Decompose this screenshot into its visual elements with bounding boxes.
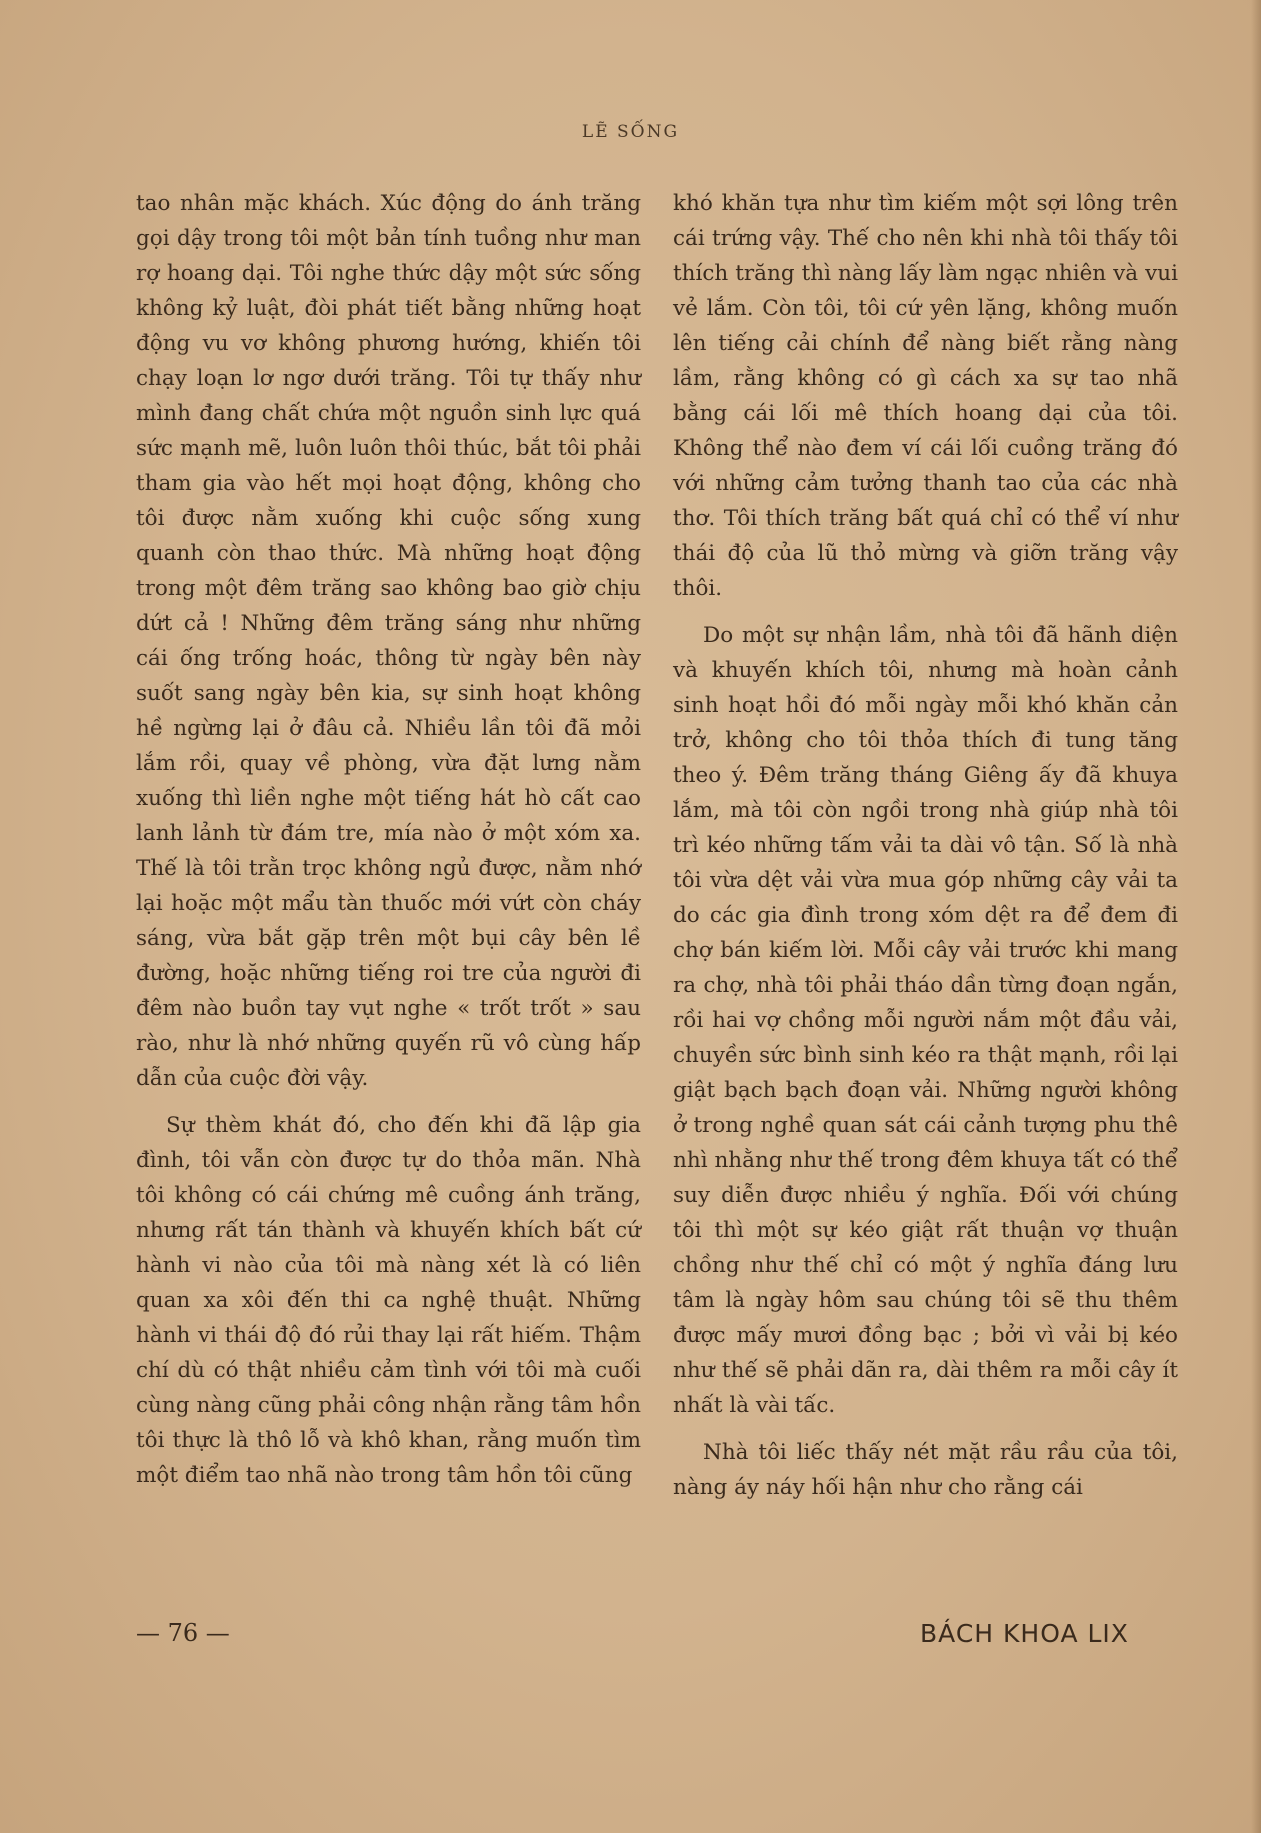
left-column — [136, 186, 641, 1493]
right-column — [673, 186, 1178, 1505]
paragraph: tao nhân mặc khách. Xúc động do ánh trăng gọi dậy trong tôi một bản tính tuồng như man rợ hoang dại. Tôi nghe thức dậy một sức sống không kỷ luật, đòi phát tiết bằng những hoạt động vu vơ không phương hướng, khiến tôi chạy loạn lơ ngơ dưới trăng. Tôi tự thấy như mình đang chất chứa một nguồn sinh lực quá sức mạnh mẽ, luôn luôn thôi thúc, bắt tôi phải tham gia vào hết mọi hoạt động, không cho tôi được nằm xuống khi cuộc sống xung quanh còn thao thức. Mà những hoạt động trong một đêm trăng sao không bao giờ chịu dứt cả ! Những đêm trăng sáng như những cái ống trống hoác, thông từ ngày bên này suốt sang ngày bên kia, sự sinh hoạt không hề ngừng lại ở đâu cả. Nhiều lần tôi đã mỏi lắm rồi, quay về phòng, vừa đặt lưng nằm xuống thì liền nghe một tiếng hát hò cất cao lanh lảnh từ đám tre, mía nào ở một xóm xa. Thế là tôi trằn trọc không ngủ được, nằm nhớ lại hoặc một mẩu tàn thuốc mới vứt còn cháy sáng, vừa bắt gặp trên một bụi cây bên lề đường, hoặc những tiếng roi tre của người đi đêm nào buồn tay vụt nghe « trốt trốt » sau rào, như là nhớ những quyến rũ vô cùng hấp dẫn của cuộc đời vậy. — [136, 191, 641, 1091]
magazine-name: BÁCH KHOA LIX — [920, 1619, 1129, 1648]
paragraph: Nhà tôi liếc thấy nét mặt rầu rầu của tôi, nàng áy náy hối hận như cho rằng cái — [673, 1440, 1178, 1500]
paragraph: Do một sự nhận lầm, nhà tôi đã hãnh diện và khuyến khích tôi, nhưng mà hoàn cảnh sinh hoạt hồi đó mỗi ngày mỗi khó khăn cản trở, không cho tôi thỏa thích đi tung tăng theo ý. Đêm trăng tháng Giêng ấy đã khuya lắm, mà tôi còn ngồi trong nhà giúp nhà tôi trì kéo những tấm vải ta dài vô tận. Số là nhà tôi vừa dệt vải vừa mua góp những cây vải ta do các gia đình trong xóm dệt ra để đem đi chợ bán kiếm lời. Mỗi cây vải trước khi mang ra chợ, nhà tôi phải tháo dần từng đoạn ngắn, rồi hai vợ chồng mỗi người nắm một đầu vải, chuyền sức bình sinh kéo ra thật mạnh, rồi lại giật bạch bạch đoạn vải. Những người không ở trong nghề quan sát cái cảnh tượng phu thê nhì nhằng như thế trong đêm khuya tất có thể suy diễn được nhiều ý nghĩa. Đối với chúng tôi thì một sự kéo giật rất thuận vợ thuận chồng như thế chỉ có một ý nghĩa đáng lưu tâm là ngày hôm sau chúng tôi sẽ thu thêm được mấy mươi đồng bạc ; bởi vì vải bị kéo như thế sẽ phải dãn ra, dài thêm ra mỗi cây ít nhất là vài tấc. — [673, 623, 1178, 1418]
page-edge — [1251, 0, 1261, 1833]
page-number: — 76 — — [136, 1619, 230, 1647]
paragraph: Sự thèm khát đó, cho đến khi đã lập gia đình, tôi vẫn còn được tự do thỏa mãn. Nhà tôi không có cái chứng mê cuồng ánh trăng, nhưng rất tán thành và khuyến khích bất cứ hành vi nào của tôi mà nàng xét là có liên quan xa xôi đến thi ca nghệ thuật. Những hành vi thái độ đó rủi thay lại rất hiếm. Thậm chí dù có thật nhiều cảm tình với tôi mà cuối cùng nàng cũng phải công nhận rằng tâm hồn tôi thực là thô lỗ và khô khan, rằng muốn tìm một điểm tao nhã nào trong tâm hồn tôi cũng — [136, 1113, 641, 1488]
running-title: LẼ SỐNG — [581, 122, 680, 142]
paragraph: khó khăn tựa như tìm kiếm một sợi lông trên cái trứng vậy. Thế cho nên khi nhà tôi thấy tôi thích trăng thì nàng lấy làm ngạc nhiên và vui vẻ lắm. Còn tôi, tôi cứ yên lặng, không muốn lên tiếng cải chính để nàng biết rằng nàng lầm, rằng không có gì cách xa sự tao nhã bằng cái lối mê thích hoang dại của tôi. Không thể nào đem ví cái lối cuồng trăng đó với những cảm tưởng thanh tao của các nhà thơ. Tôi thích trăng bất quá chỉ có thể ví như thái độ của lũ thỏ mừng và giỡn trăng vậy thôi. — [673, 191, 1178, 601]
